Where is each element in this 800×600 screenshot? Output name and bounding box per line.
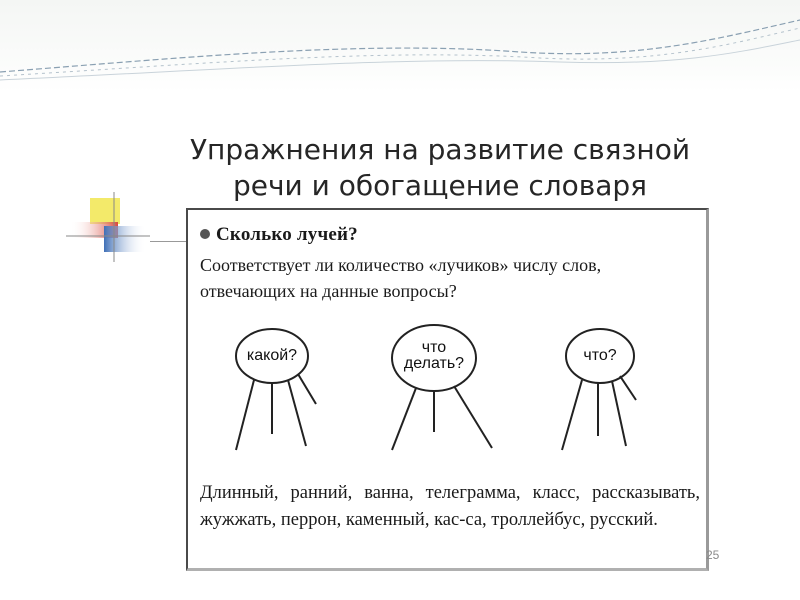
bubble-3-ray [612, 381, 626, 446]
bubble-1-ray [236, 380, 254, 450]
exercise-card [186, 208, 709, 571]
bubble-3-label: что? [583, 347, 617, 364]
exercise-word-list: Длинный, ранний, ванна, телеграмма, класс, рассказывать, жужжать, перрон, каменный, кас-са, троллейбус, русский. [200, 483, 700, 530]
header-band [0, 0, 800, 92]
bubble-2-ray [392, 388, 416, 450]
decorative-squares [66, 192, 186, 262]
slide-title-line2: речи и обогащение словаря [232, 169, 648, 202]
bubble-3-ray [620, 376, 636, 400]
page-number: 25 [706, 548, 720, 562]
bubble-3-ray [562, 380, 582, 450]
bubble-2-label-line1: что [421, 339, 447, 356]
slide-title [120, 132, 760, 204]
exercise-heading-text: Сколько лучей? [216, 224, 358, 245]
deco-yellow-square [90, 198, 120, 224]
deco-blue-square [104, 226, 146, 252]
header-swoosh-lines [0, 0, 800, 92]
bubble-2-ray [454, 386, 492, 448]
deco-connector-line [150, 241, 186, 242]
bubble-2-label-line2: делать? [403, 355, 465, 372]
exercise-question: Соответствует ли количество «лучиков» числу слов, отвечающих на данные вопросы? [200, 255, 602, 301]
bubble-1-ray [288, 380, 306, 446]
bubble-1-ray [298, 374, 316, 404]
bubble-2-label [392, 340, 476, 372]
bubble-1-label: какой? [246, 347, 298, 364]
slide-title-line1: Упражнения на развитие связной [189, 133, 691, 166]
